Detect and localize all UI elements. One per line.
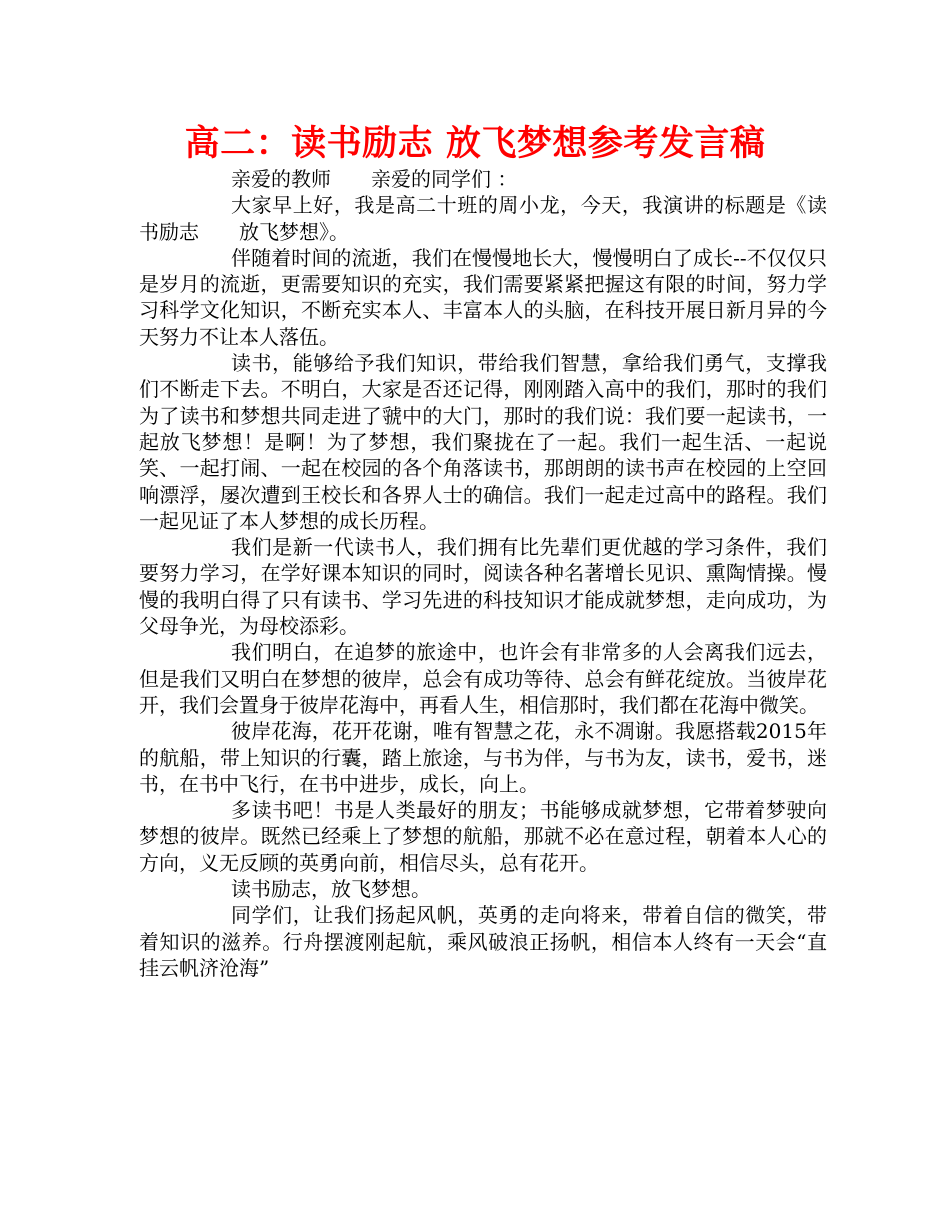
document-title: 高二：读书励志 放飞梦想参考发言稿	[184, 124, 766, 164]
body-paragraph: 读书，能够给予我们知识，带给我们智慧，拿给我们勇气，支撑我们不断走下去。不明白，大家是否还记得，刚刚踏入高中的我们，那时的我们为了读书和梦想共同走进了虢中的大门，那时的我们说：我们要一起读书，一起放飞梦想！是啊！为了梦想，我们聚拢在了一起。我们一起生活、一起说笑、一起打闹、一起在校园的各个角落读书，那朗朗的读书声在校园的上空回响漂浮，屡次遭到王校长和各界人士的确信。我们一起走过高中的路程。我们一起见证了本人梦想的成长历程。	[139, 351, 827, 533]
body-paragraph: 我们是新一代读书人，我们拥有比先辈们更优越的学习条件，我们要努力学习，在学好课本知识的同时，阅读各种名著增长见识、熏陶情操。慢慢的我明白得了只有读书、学习先进的科技知识才能成就梦想，走向成功，为父母争光，为母校添彩。	[139, 535, 827, 639]
body-paragraph: 读书励志，放飞梦想。	[231, 877, 431, 902]
body-paragraph: 彼岸花海，花开花谢，唯有智慧之花，永不凋谢。我愿搭载2015年的航船，带上知识的行囊，踏上旅途，与书为伴，与书为友，读书，爱书，迷书，在书中飞行，在书中进步，成长，向上。	[139, 719, 827, 796]
body-paragraph: 伴随着时间的流逝，我们在慢慢地长大，慢慢明白了成长--不仅仅只是岁月的流逝，更需要知识的充实，我们需要紧紧把握这有限的时间，努力学习科学文化知识，不断充实本人、丰富本人的头脑，在科技开展日新月异的今天努力不让本人落伍。	[139, 245, 827, 349]
document-body	[139, 166, 827, 981]
salutation-paragraph: 亲爱的教师 亲爱的同学们 ：	[231, 167, 518, 191]
body-paragraph: 多读书吧！书是人类最好的朋友；书能够成就梦想，它带着梦驶向梦想的彼岸。既然已经乘上了梦想的航船，那就不必在意过程，朝着本人心的方向，义无反顾的英勇向前，相信尽头，总有花开。	[139, 798, 827, 875]
body-paragraph: 我们明白，在追梦的旅途中，也许会有非常多的人会离我们远去，但是我们又明白在梦想的彼岸，总会有成功等待、总会有鲜花绽放。当彼岸花开，我们会置身于彼岸花海中，再看人生，相信那时，我们都在花海中微笑。	[139, 640, 827, 717]
body-paragraph: 大家早上好，我是高二十班的周小龙，今天，我演讲的标题是《读书励志 放飞梦想》。	[139, 193, 827, 244]
closing-paragraph: 同学们，让我们扬起风帆，英勇的走向将来，带着自信的微笑，带着知识的滋养。行舟摆渡刚起航，乘风破浪正扬帆，相信本人终有一天会“直挂云帆济沧海”	[139, 903, 827, 980]
